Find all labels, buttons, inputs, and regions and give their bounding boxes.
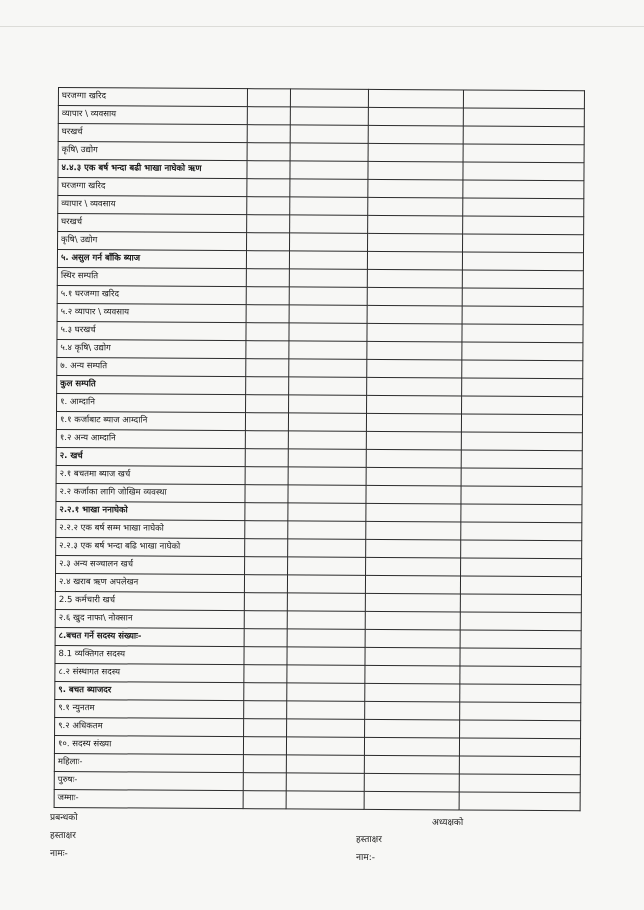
row-label: घरजग्गा खरिद — [58, 178, 247, 197]
value-cell — [367, 359, 462, 378]
value-cell — [287, 611, 365, 629]
row-label: २.१ बचतमा ब्याज खर्च — [56, 465, 245, 484]
value-cell — [459, 792, 580, 811]
value-cell — [365, 611, 460, 630]
value-cell — [459, 774, 580, 793]
value-cell — [244, 575, 287, 593]
value-cell — [287, 665, 365, 683]
value-cell — [461, 522, 582, 541]
manager-signature-label: हस्ताक्षर — [50, 831, 76, 841]
value-cell — [286, 755, 364, 773]
row-label: २.२.२ एक बर्ष सम्म भाखा नाघेको — [56, 519, 245, 538]
value-cell — [288, 485, 366, 503]
value-cell — [243, 737, 286, 755]
value-cell — [365, 683, 460, 702]
value-cell — [290, 125, 368, 143]
value-cell — [462, 270, 583, 289]
value-cell — [287, 683, 365, 701]
value-cell — [287, 647, 365, 665]
row-label: कुल सम्पति — [57, 375, 246, 394]
value-cell — [365, 593, 460, 612]
value-cell — [290, 233, 368, 251]
value-cell — [246, 359, 289, 377]
value-cell — [366, 539, 461, 558]
value-cell — [366, 431, 461, 450]
row-label: २.६ खुद नाफा\ नोक्सान — [55, 609, 244, 628]
value-cell — [246, 251, 289, 269]
chairman-signature-label: हस्ताक्षर — [356, 835, 382, 845]
row-label: घरखर्च — [58, 124, 247, 143]
row-label: १०. सदस्य संख्या — [54, 735, 243, 754]
value-cell — [463, 90, 584, 109]
value-cell — [368, 197, 463, 216]
value-cell — [290, 161, 368, 179]
value-cell — [367, 323, 462, 342]
value-cell — [367, 287, 462, 306]
value-cell — [460, 648, 581, 667]
value-cell — [290, 143, 368, 161]
value-cell — [286, 773, 364, 791]
value-cell — [365, 575, 460, 594]
value-cell — [365, 647, 460, 666]
value-cell — [245, 503, 288, 521]
row-label: ९.२ अधिकतम — [55, 717, 244, 736]
value-cell — [461, 558, 582, 577]
value-cell — [368, 215, 463, 234]
value-cell — [246, 269, 289, 287]
row-label: २. खर्च — [56, 447, 245, 466]
value-cell — [289, 305, 367, 323]
value-cell — [286, 791, 364, 809]
value-cell — [368, 143, 463, 162]
value-cell — [460, 684, 581, 703]
value-cell — [245, 539, 288, 557]
value-cell — [287, 593, 365, 611]
value-cell — [367, 395, 462, 414]
row-label: महिलाः- — [54, 753, 243, 772]
value-cell — [366, 521, 461, 540]
value-cell — [460, 666, 581, 685]
value-cell — [365, 665, 460, 684]
value-cell — [287, 719, 365, 737]
value-cell — [460, 720, 581, 739]
value-cell — [289, 341, 367, 359]
value-cell — [364, 737, 459, 756]
row-label: २.२.१ भाखा ननाघेको — [56, 501, 245, 520]
value-cell — [462, 252, 583, 271]
value-cell — [288, 521, 366, 539]
manager-title: प्रबन्धको — [50, 813, 78, 823]
value-cell — [462, 324, 583, 343]
value-cell — [288, 539, 366, 557]
value-cell — [247, 89, 290, 107]
value-cell — [461, 432, 582, 451]
value-cell — [462, 396, 583, 415]
value-cell — [247, 125, 290, 143]
row-label: 8.1 व्यक्तिगत सदस्य — [55, 645, 244, 664]
value-cell — [288, 467, 366, 485]
row-label: ८.बचत गर्ने सदस्य संख्याः- — [55, 627, 244, 646]
value-cell — [366, 503, 461, 522]
row-label: पुरुषः- — [54, 771, 243, 790]
value-cell — [367, 377, 462, 396]
value-cell — [365, 629, 460, 648]
value-cell — [247, 161, 290, 179]
row-label: घरखर्च — [58, 214, 247, 233]
value-cell — [366, 449, 461, 468]
value-cell — [461, 486, 582, 505]
value-cell — [246, 323, 289, 341]
value-cell — [288, 431, 366, 449]
value-cell — [368, 179, 463, 198]
value-cell — [463, 162, 584, 181]
value-cell — [460, 630, 581, 649]
value-cell — [463, 126, 584, 145]
row-label: घरजग्गा खरिद — [58, 88, 247, 107]
value-cell — [463, 144, 584, 163]
value-cell — [289, 287, 367, 305]
report-table — [54, 87, 585, 811]
value-cell — [459, 756, 580, 775]
value-cell — [246, 287, 289, 305]
value-cell — [244, 701, 287, 719]
value-cell — [288, 449, 366, 467]
value-cell — [289, 377, 367, 395]
value-cell — [366, 557, 461, 576]
value-cell — [364, 755, 459, 774]
value-cell — [244, 719, 287, 737]
value-cell — [289, 395, 367, 413]
value-cell — [462, 342, 583, 361]
value-cell — [287, 701, 365, 719]
value-cell — [463, 108, 584, 127]
value-cell — [462, 288, 583, 307]
value-cell — [287, 629, 365, 647]
value-cell — [366, 413, 461, 432]
row-label: कृषि\ उद्योग — [58, 142, 247, 161]
value-cell — [243, 791, 286, 809]
row-label: 2.5 कर्मचारी खर्च — [55, 591, 244, 610]
value-cell — [290, 89, 368, 107]
value-cell — [289, 251, 367, 269]
row-label: २.४ खराब ऋण अपलेखन — [55, 573, 244, 592]
value-cell — [286, 737, 364, 755]
row-label: २.३ अन्य सञ्चालन खर्च — [56, 555, 245, 574]
row-label: ७. अन्य सम्पति — [57, 357, 246, 376]
value-cell — [366, 467, 461, 486]
value-cell — [246, 377, 289, 395]
row-label: २.२.३ एक बर्ष भन्दा बढि भाखा नाघेको — [56, 537, 245, 556]
value-cell — [460, 612, 581, 631]
value-cell — [244, 647, 287, 665]
manager-name-label: नामः- — [50, 849, 68, 859]
value-cell — [290, 215, 368, 233]
row-label: ८.२ संस्थागत सदस्य — [55, 663, 244, 682]
value-cell — [289, 269, 367, 287]
value-cell — [368, 125, 463, 144]
value-cell — [365, 701, 460, 720]
value-cell — [290, 179, 368, 197]
row-label: स्थिर सम्पति — [57, 267, 246, 286]
chairman-title: अध्यक्षको — [432, 818, 464, 828]
value-cell — [368, 233, 463, 252]
value-cell — [287, 575, 365, 593]
row-label: ५.२ व्यापार \ व्यवसाय — [57, 303, 246, 322]
value-cell — [460, 702, 581, 721]
value-cell — [368, 89, 463, 108]
value-cell — [367, 305, 462, 324]
value-cell — [247, 215, 290, 233]
chairman-name-label: नाम:- — [356, 853, 375, 863]
value-cell — [462, 378, 583, 397]
value-cell — [288, 557, 366, 575]
row-label: ४.४.३ एक बर्ष भन्दा बढी भाखा नाघेको ऋण — [58, 160, 247, 179]
row-label: कृषि\ उद्योग — [58, 232, 247, 251]
value-cell — [244, 629, 287, 647]
value-cell — [245, 485, 288, 503]
value-cell — [245, 413, 288, 431]
value-cell — [368, 107, 463, 126]
value-cell — [247, 233, 290, 251]
row-label: २.२ कर्जाका लागि जोखिम व्यवस्था — [56, 483, 245, 502]
value-cell — [288, 413, 366, 431]
value-cell — [246, 341, 289, 359]
value-cell — [367, 251, 462, 270]
value-cell — [244, 593, 287, 611]
value-cell — [290, 197, 368, 215]
row-label: जम्माः- — [54, 789, 243, 808]
value-cell — [461, 414, 582, 433]
row-label: व्यापार \ व्यवसाय — [58, 196, 247, 215]
value-cell — [247, 197, 290, 215]
table-row — [54, 789, 580, 810]
row-label: ५. असुल गर्न बाँकि ब्याज — [57, 250, 246, 269]
value-cell — [462, 234, 583, 253]
value-cell — [365, 719, 460, 738]
value-cell — [461, 468, 582, 487]
row-label: ५.१ घरजग्गा खरिद — [57, 285, 246, 304]
value-cell — [463, 198, 584, 217]
value-cell — [247, 179, 290, 197]
value-cell — [245, 557, 288, 575]
value-cell — [245, 521, 288, 539]
value-cell — [246, 305, 289, 323]
value-cell — [289, 359, 367, 377]
value-cell — [288, 503, 366, 521]
value-cell — [368, 161, 463, 180]
value-cell — [289, 323, 367, 341]
value-cell — [463, 216, 584, 235]
value-cell — [367, 269, 462, 288]
value-cell — [460, 594, 581, 613]
value-cell — [244, 683, 287, 701]
value-cell — [246, 395, 289, 413]
value-cell — [459, 738, 580, 757]
value-cell — [244, 665, 287, 683]
row-label: ९.१ न्युनतम — [55, 699, 244, 718]
value-cell — [290, 107, 368, 125]
value-cell — [247, 143, 290, 161]
row-label: ५.४ कृषि\ उद्योग — [57, 339, 246, 358]
page-fold-line — [0, 26, 644, 27]
value-cell — [367, 341, 462, 360]
value-cell — [461, 504, 582, 523]
value-cell — [461, 450, 582, 469]
value-cell — [244, 611, 287, 629]
value-cell — [462, 306, 583, 325]
value-cell — [461, 540, 582, 559]
row-label: ९. बचत ब्याजदर — [55, 681, 244, 700]
value-cell — [245, 449, 288, 467]
value-cell — [243, 755, 286, 773]
value-cell — [243, 773, 286, 791]
value-cell — [245, 467, 288, 485]
value-cell — [463, 180, 584, 199]
row-label: ५.३ घरखर्च — [57, 321, 246, 340]
row-label: व्यापार \ व्यवसाय — [58, 106, 247, 125]
value-cell — [245, 431, 288, 449]
value-cell — [462, 360, 583, 379]
value-cell — [460, 576, 581, 595]
row-label: १. आम्दानि — [57, 393, 246, 412]
value-cell — [247, 107, 290, 125]
value-cell — [364, 773, 459, 792]
value-cell — [366, 485, 461, 504]
value-cell — [364, 791, 459, 810]
row-label: १.१ कर्जाबाट ब्याज आम्दानि — [56, 411, 245, 430]
row-label: १.२ अन्य आम्दानि — [56, 429, 245, 448]
